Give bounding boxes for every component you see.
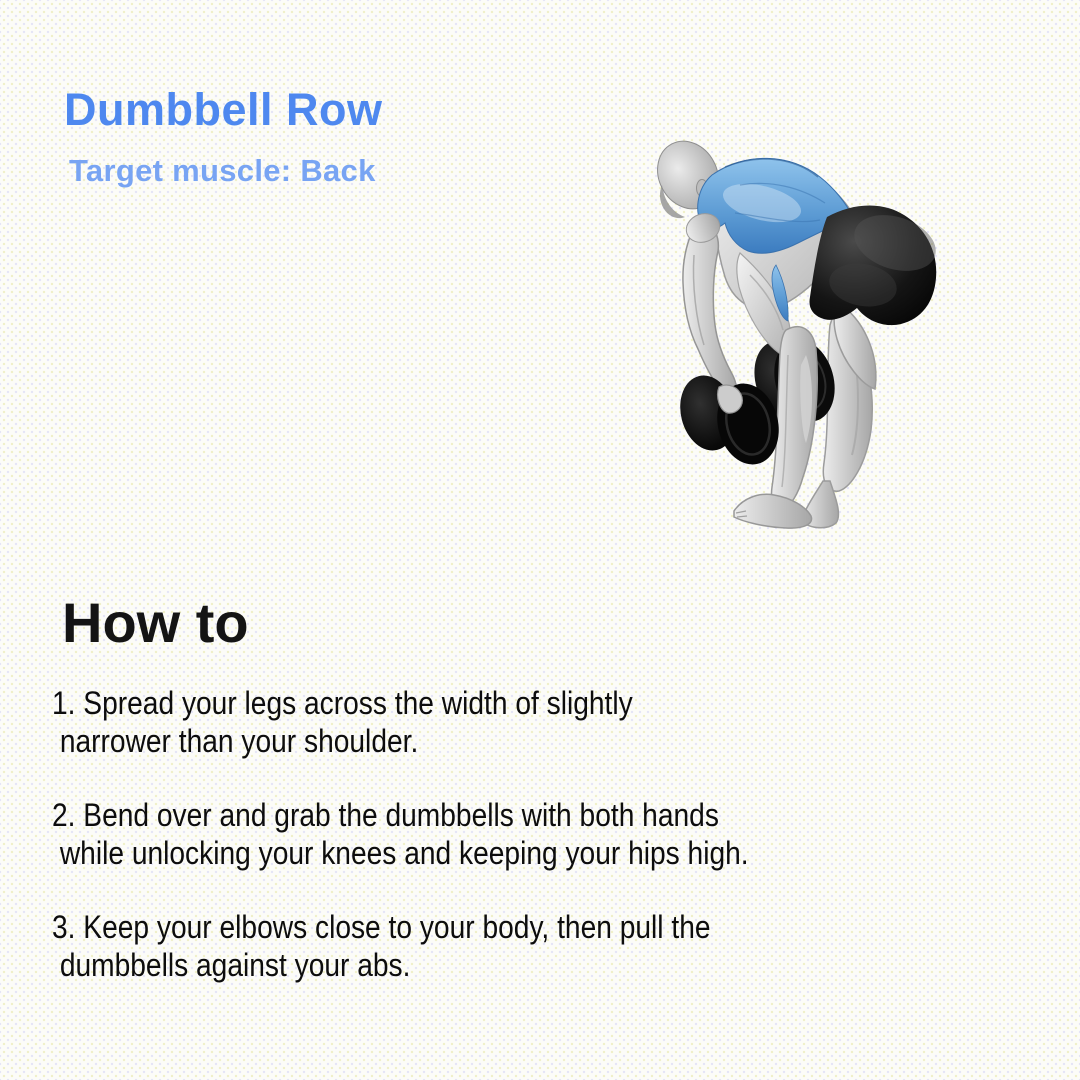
step-line: while unlocking your knees and keeping your hips high. bbox=[52, 835, 749, 871]
step-line: 2. Bend over and grab the dumbbells with both hands bbox=[52, 797, 719, 833]
step-1 bbox=[52, 684, 844, 760]
page-title: Dumbbell Row bbox=[64, 84, 383, 135]
instruction-steps bbox=[52, 684, 844, 1020]
step-line: 1. Spread your legs across the width of slightly bbox=[52, 685, 633, 721]
target-muscle-label: Target muscle: Back bbox=[69, 153, 376, 188]
exercise-illustration bbox=[590, 125, 1010, 605]
step-line: 3. Keep your elbows close to your body, then pull the bbox=[52, 909, 711, 945]
step-3 bbox=[52, 908, 844, 984]
step-2 bbox=[52, 796, 844, 872]
step-line: dumbbells against your abs. bbox=[52, 947, 411, 983]
step-line: narrower than your shoulder. bbox=[52, 723, 419, 759]
figure-foot bbox=[734, 494, 812, 528]
how-to-heading: How to bbox=[62, 591, 249, 654]
figure-shorts bbox=[809, 205, 942, 325]
dumbbell-row-figure bbox=[590, 125, 1010, 605]
